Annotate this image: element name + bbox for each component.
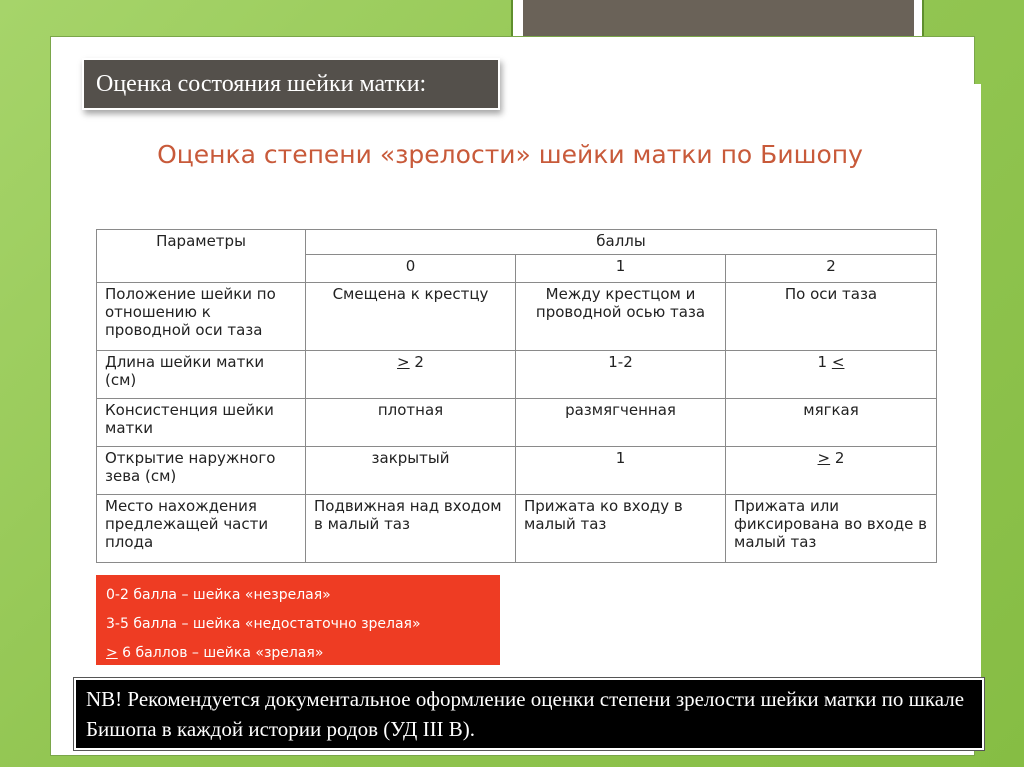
row-score-0 bbox=[306, 351, 516, 399]
header-bar bbox=[82, 58, 500, 110]
header-params: Параметры bbox=[97, 230, 306, 283]
section-title: Оценка степени «зрелости» шейки матки по Бишопу bbox=[157, 140, 863, 169]
row-score-0: Подвижная над входом в малый таз bbox=[306, 495, 516, 563]
table-header-row bbox=[97, 230, 937, 255]
row-score-1: размягченная bbox=[516, 399, 726, 447]
table-row bbox=[97, 283, 937, 351]
gte-symbol: > bbox=[817, 449, 831, 467]
lte-symbol: < bbox=[831, 353, 845, 371]
table-row bbox=[97, 399, 937, 447]
row-param: Место нахождения предлежащей части плода bbox=[97, 495, 306, 563]
score-line-mature-text: 6 баллов – шейка «зрелая» bbox=[117, 645, 324, 661]
header-score-1: 1 bbox=[516, 255, 726, 283]
gte-symbol: > bbox=[106, 645, 118, 661]
row-score-2 bbox=[726, 447, 937, 495]
row-param: Положение шейки по отношению к проводной оси таза bbox=[97, 283, 306, 351]
row-param: Открытие наружного зева (см) bbox=[97, 447, 306, 495]
score-line-mature bbox=[106, 639, 490, 668]
table-row bbox=[97, 495, 937, 563]
nb-note: NB! Рекомендуется документальное оформление оценки степени зрелости шейки матки по шкале Бишопа в каждой истории родов (УД III B). bbox=[74, 678, 984, 750]
header-score-0: 0 bbox=[306, 255, 516, 283]
bishop-table bbox=[96, 229, 937, 563]
row-score-2: Прижата или фиксирована во входе в малый таз bbox=[726, 495, 937, 563]
row-score-2: мягкая bbox=[726, 399, 937, 447]
row-score-0: плотная bbox=[306, 399, 516, 447]
score-line-immature: 0-2 балла – шейка «незрелая» bbox=[106, 587, 331, 603]
row-value: 2 bbox=[409, 353, 424, 371]
row-score-1: Между крестцом и проводной осью таза bbox=[516, 283, 726, 351]
row-score-1: 1-2 bbox=[516, 351, 726, 399]
row-param: Длина шейки матки (см) bbox=[97, 351, 306, 399]
score-interpretation-box bbox=[96, 575, 500, 665]
table-row bbox=[97, 351, 937, 399]
header-score-2: 2 bbox=[726, 255, 937, 283]
row-value: 2 bbox=[830, 449, 845, 467]
row-score-0: Смещена к крестцу bbox=[306, 283, 516, 351]
table-row bbox=[97, 447, 937, 495]
row-value: 1 bbox=[817, 353, 832, 371]
header-points: баллы bbox=[306, 230, 937, 255]
row-param: Консистенция шейки матки bbox=[97, 399, 306, 447]
header-title: Оценка состояния шейки матки: bbox=[96, 70, 427, 97]
row-score-1: 1 bbox=[516, 447, 726, 495]
row-score-0: закрытый bbox=[306, 447, 516, 495]
score-line-insufficient: 3-5 балла – шейка «недостаточно зрелая» bbox=[106, 616, 421, 632]
row-score-2 bbox=[726, 351, 937, 399]
gte-symbol: > bbox=[397, 353, 410, 371]
row-score-2: По оси таза bbox=[726, 283, 937, 351]
row-score-1: Прижата ко входу в малый таз bbox=[516, 495, 726, 563]
